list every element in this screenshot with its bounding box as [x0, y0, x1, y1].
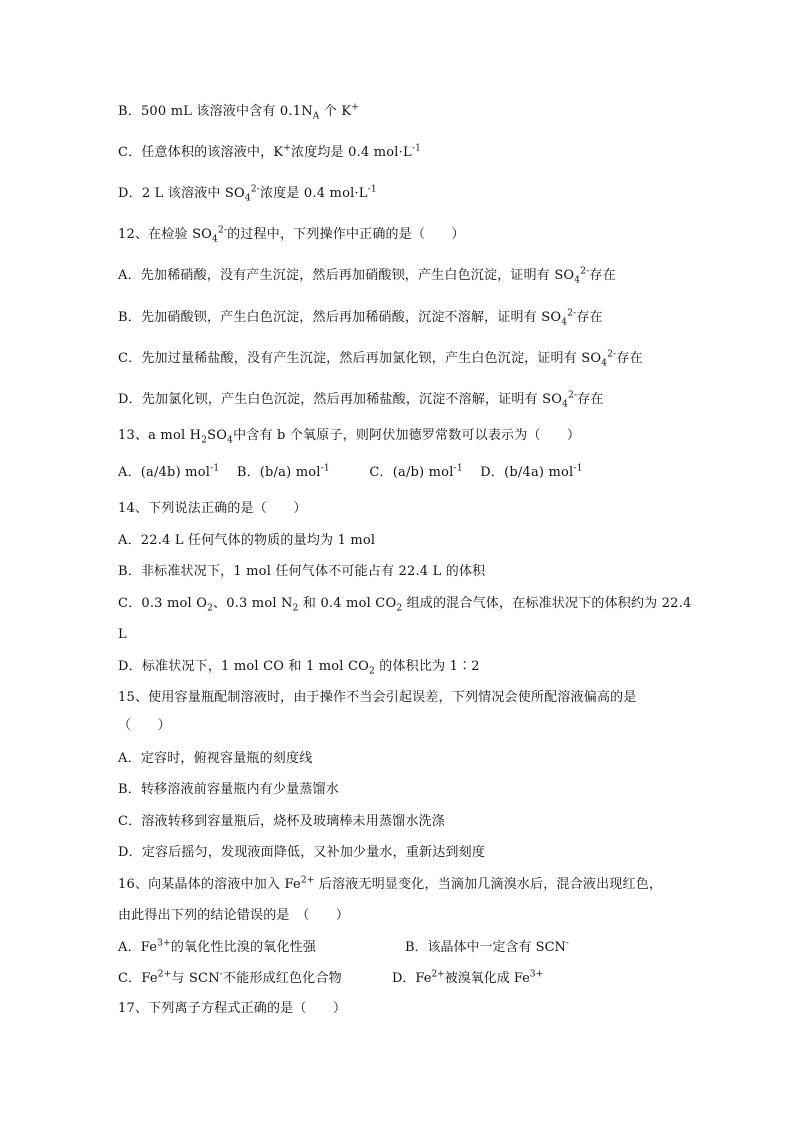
q14-option-d: D．标准状况下，1 mol CO 和 1 mol $CO_2$ 的体积比为 1∶2	[118, 659, 480, 677]
q13-stem: 13、a mol $H_2SO_4$中含有 b 个氧原子，则阿伏加德罗常数可以表示为（ ）	[118, 428, 581, 446]
q14-option-b: B．非标准状况下，1 mol 任何气体不可能占有 22.4 L 的体积	[118, 564, 486, 579]
q15-option-b: B．转移溶液前容量瓶内有少量蒸馏水	[118, 782, 339, 797]
q14-stem: 14、下列说法正确的是（ ）	[118, 501, 307, 516]
q14-option-c-continued: L	[118, 627, 127, 642]
q17-stem: 17、下列离子方程式正确的是（ ）	[118, 1001, 347, 1016]
q12-option-a: A．先加稀硝酸，没有产生沉淀，然后再加硝酸钡，产生白色沉淀，证明有 $SO_4^{2-}$存在	[118, 266, 616, 286]
q12-stem: 12、在检验 $SO_4^{2-}$的过程中，下列操作中正确的是（ ）	[118, 225, 465, 245]
q12-option-c: C．先加过量稀盐酸，没有产生沉淀，然后再加氯化钡，产生白色沉淀，证明有 $SO_4^{2-}$存在	[118, 349, 643, 369]
q11-option-c: C．任意体积的该溶液中，K+浓度均是 0.4 $mol\cdot L^{-1}$	[118, 143, 422, 160]
q16-stem: 16、向某晶体的溶液中加入 $Fe^{2+}$ 后溶液无明显变化，当滴加几滴溴水后，混合液出现红色，	[118, 875, 663, 892]
q11-option-d: D．2 L 该溶液中 $SO_4^{2-}$浓度是 0.4 $mol\cdot L^{-1}$	[118, 184, 377, 204]
q16-option-a: A．$Fe^{3+}$的氧化性比溴的氧化性强	[118, 938, 317, 955]
q16-stem-continued: 由此得出下列的结论错误的是 （ ）	[118, 908, 350, 923]
q14-option-a: A．22.4 L 任何气体的物质的量均为 1 mol	[118, 533, 376, 548]
q16-option-b: B．该晶体中一定含有 SCN-	[405, 938, 569, 955]
q15-stem: 15、使用容量瓶配制溶液时，由于操作不当会引起误差，下列情况会使所配溶液偏高的是	[118, 690, 637, 705]
q16-option-c: C．$Fe^{2+}$与 SCN-不能形成红色化合物	[118, 969, 342, 986]
q15-option-c: C．溶液转移到容量瓶后，烧杯及玻璃棒未用蒸馏水洗涤	[118, 814, 445, 829]
q12-option-d: D．先加氯化钡，产生白色沉淀，然后再加稀盐酸，沉淀不溶解，证明有 $SO_4^{2-}$存在	[118, 390, 604, 410]
q12-option-b: B．先加硝酸钡，产生白色沉淀，然后再加稀硝酸，沉淀不溶解，证明有 $SO_4^{2-}$存在	[118, 308, 603, 328]
q15-stem-blank: （ ）	[118, 718, 171, 733]
q15-option-d: D．定容后摇匀，发现液面降低，又补加少量水，重新达到刻度	[118, 845, 486, 860]
q13-options: A．(a/4b) mol$^{-1}$ B．(b/a) mol$^{-1}$ C．(a/b) mol$^{-1}$ D．(b/4a) mol$^{-1}$	[118, 463, 583, 480]
q14-option-c: C．0.3 mol $O_2$、0.3 mol $N_2$ 和 0.4 mol $CO_2$ 组成的混合气体，在标准状况下的体积约为 22.4	[118, 596, 692, 614]
q15-option-a: A．定容时，俯视容量瓶的刻度线	[118, 751, 313, 766]
q16-option-d: D．$Fe^{2+}$被溴氧化成 $Fe^{3+}$	[392, 969, 544, 986]
q11-option-b: B．500 mL 该溶液中含有 $0.1N_A$ 个 K+	[118, 102, 360, 122]
